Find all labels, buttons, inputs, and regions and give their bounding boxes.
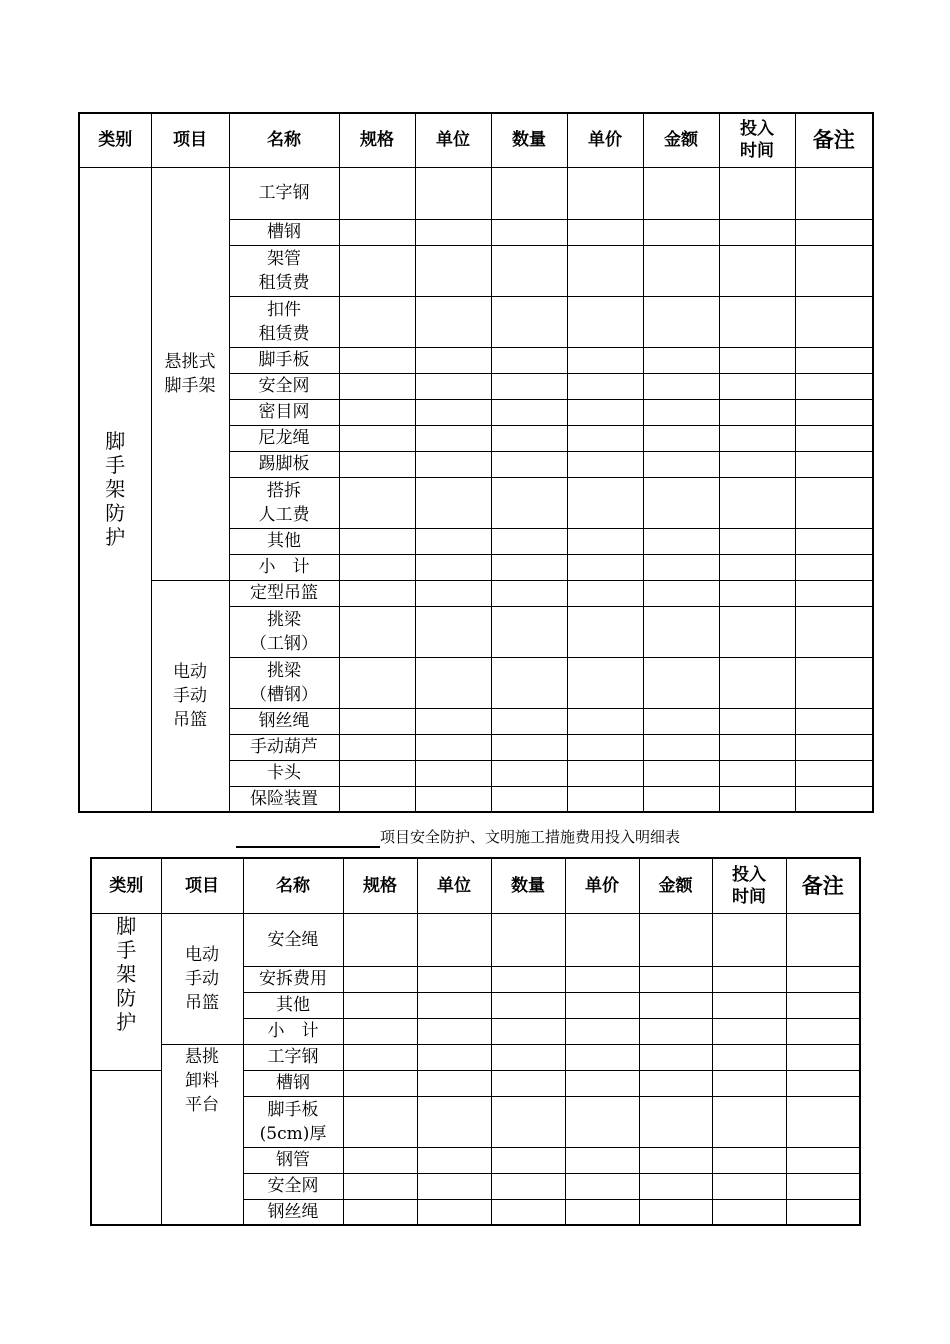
project-cell: 电动 手动 吊篮 (161, 913, 243, 1044)
item-name-cell: 其他 (243, 992, 343, 1018)
item-name-cell: 安全网 (229, 373, 339, 399)
category-cell: 脚 手 架 防 护 (91, 913, 161, 1070)
item-name-cell: 槽钢 (229, 219, 339, 245)
item-name-cell: 手动葫芦 (229, 734, 339, 760)
header-name: 名称 (229, 113, 339, 167)
project-cell: 悬挑 卸料 平台 (161, 1044, 243, 1225)
header-input-time: 投入 时间 (712, 858, 786, 913)
table-row (79, 580, 873, 606)
header-category: 类别 (79, 113, 151, 167)
cost-table-2 (90, 857, 861, 1226)
header-amount: 金额 (639, 858, 712, 913)
header-category: 类别 (91, 858, 161, 913)
item-name-cell: 卡头 (229, 760, 339, 786)
item-name-cell: 挑梁 （槽钢） (229, 657, 339, 708)
table-row (79, 167, 873, 219)
category-cell: 脚 手 架 防 护 (79, 167, 151, 812)
item-name-cell: 钢管 (243, 1147, 343, 1173)
header-unit: 单位 (417, 858, 491, 913)
table-caption (236, 826, 680, 848)
item-name-cell: 小 计 (243, 1018, 343, 1044)
item-name-cell: 小 计 (229, 554, 339, 580)
item-name-cell: 钢丝绳 (243, 1199, 343, 1225)
header-spec: 规格 (339, 113, 415, 167)
project-name-blank[interactable] (236, 828, 380, 848)
item-name-cell: 安全网 (243, 1173, 343, 1199)
header-quantity: 数量 (491, 113, 567, 167)
header-quantity: 数量 (491, 858, 565, 913)
item-name-cell: 安全绳 (243, 913, 343, 966)
header-unit: 单位 (415, 113, 491, 167)
item-name-cell: 工字钢 (229, 167, 339, 219)
header-unit-price: 单价 (567, 113, 643, 167)
project-cell: 悬挑式 脚手架 (151, 167, 229, 580)
header-input-time: 投入 时间 (719, 113, 795, 167)
header-remarks: 备注 (786, 858, 860, 913)
item-name-cell: 其他 (229, 528, 339, 554)
header-project: 项目 (151, 113, 229, 167)
caption-text: 项目安全防护、文明施工措施费用投入明细表 (380, 828, 681, 846)
table-row (91, 913, 860, 966)
item-name-cell: 槽钢 (243, 1070, 343, 1096)
item-name-cell: 搭拆 人工费 (229, 477, 339, 528)
item-name-cell: 尼龙绳 (229, 425, 339, 451)
header-project: 项目 (161, 858, 243, 913)
item-name-cell: 扣件 租赁费 (229, 296, 339, 347)
header-remarks: 备注 (795, 113, 873, 167)
project-cell: 电动 手动 吊篮 (151, 580, 229, 812)
item-name-cell: 踢脚板 (229, 451, 339, 477)
item-name-cell: 工字钢 (243, 1044, 343, 1070)
cost-table-1 (78, 112, 874, 813)
item-name-cell: 钢丝绳 (229, 708, 339, 734)
header-name: 名称 (243, 858, 343, 913)
item-name-cell: 挑梁 （工钢） (229, 606, 339, 657)
item-name-cell: 脚手板 (5cm)厚 (243, 1096, 343, 1147)
item-name-cell: 密目网 (229, 399, 339, 425)
item-name-cell: 架管 租赁费 (229, 245, 339, 296)
item-name-cell: 脚手板 (229, 347, 339, 373)
header-unit-price: 单价 (565, 858, 639, 913)
table-row (91, 1044, 860, 1070)
header-amount: 金额 (643, 113, 719, 167)
item-name-cell: 定型吊篮 (229, 580, 339, 606)
item-name-cell: 保险装置 (229, 786, 339, 812)
header-row (91, 858, 860, 913)
category-cell-continued (91, 1070, 161, 1225)
header-spec: 规格 (343, 858, 417, 913)
item-name-cell: 安拆费用 (243, 966, 343, 992)
header-row (79, 113, 873, 167)
